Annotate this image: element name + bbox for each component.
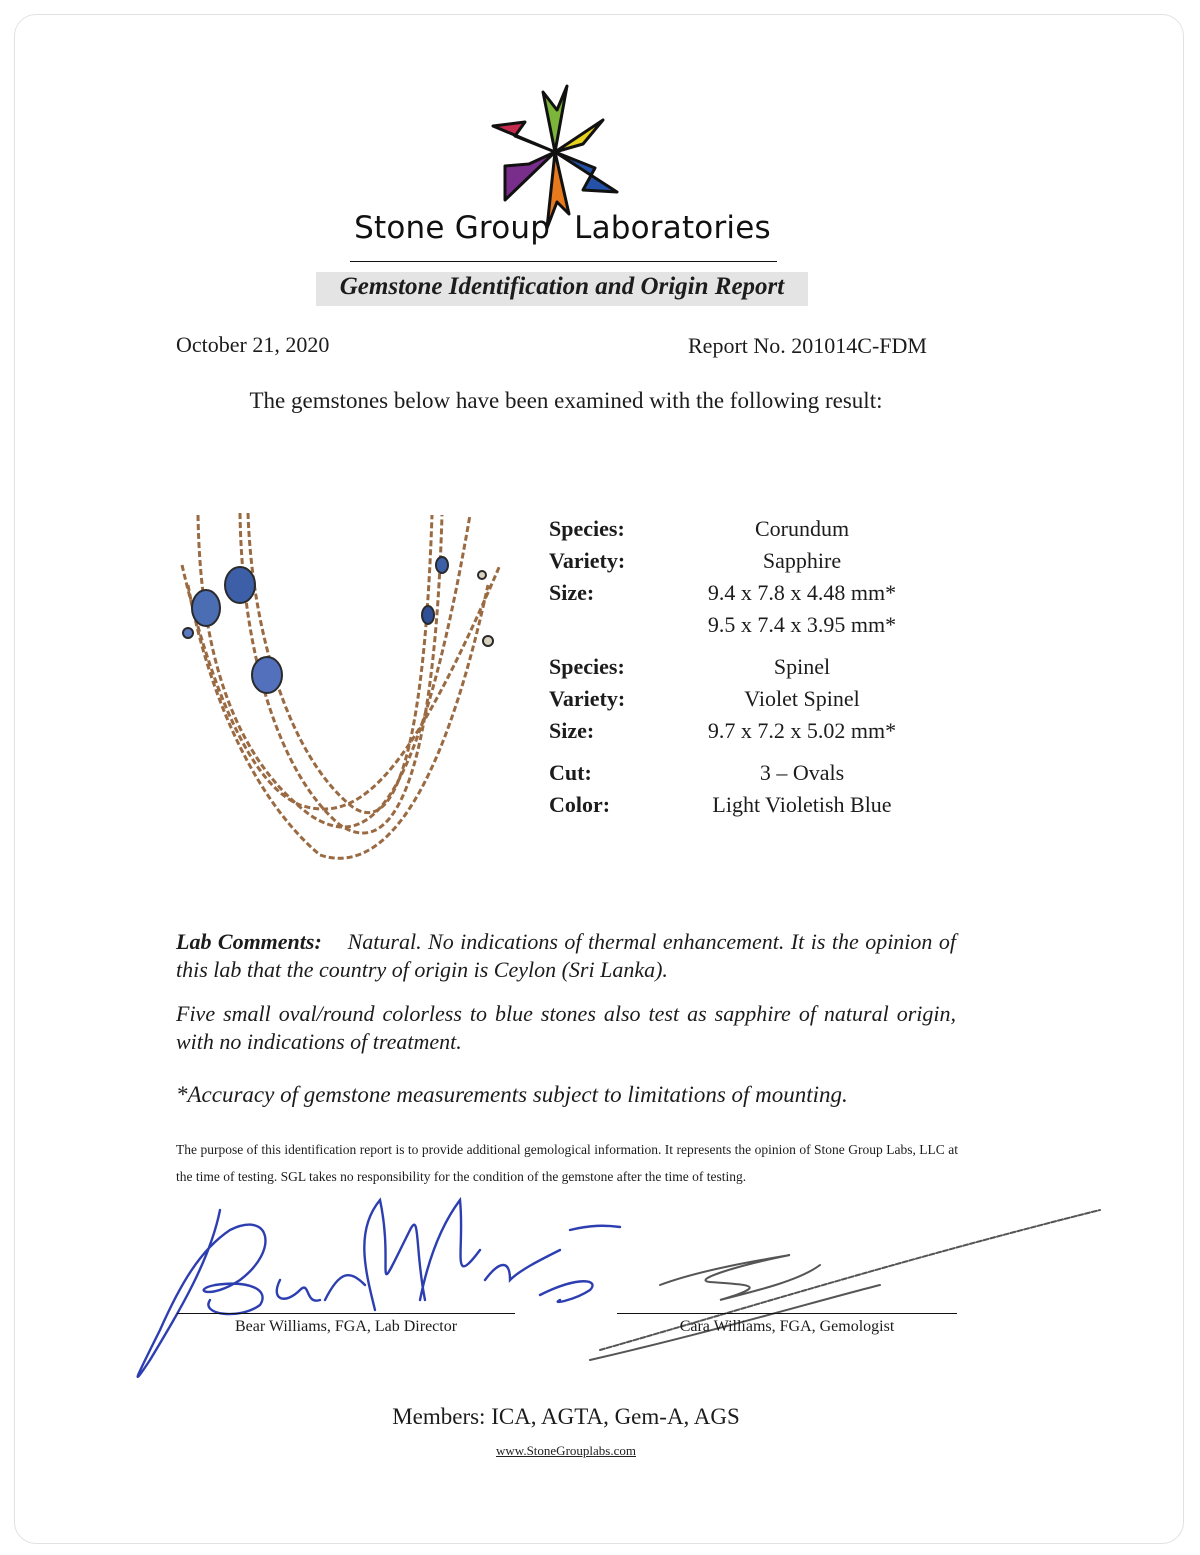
small-stone [422, 606, 434, 624]
brand-rule [350, 261, 777, 262]
property-row [549, 548, 969, 580]
lab-comments-label: Lab Comments: [176, 929, 322, 954]
spinel-stone [252, 657, 282, 693]
logo-petal-blue [555, 152, 617, 192]
signatory-name: Cara Williams, FGA, Gemologist [679, 1318, 895, 1335]
property-row [549, 792, 969, 824]
report-number: Report No. 201014C-FDM [688, 333, 927, 358]
lab-name [0, 210, 1125, 246]
property-value: 9.7 x 7.2 x 5.02 mm* [707, 718, 897, 743]
property-label: Variety: [549, 686, 626, 711]
lab-comments-text: Natural. No indications of thermal enhancement. It is the opinion of this lab that the country of origin is Ceylon (Sri Lanka). [176, 929, 956, 982]
logo-petal-red [493, 122, 555, 152]
signature-cara-williams [590, 1210, 1100, 1360]
report-date: October 21, 2020 [176, 332, 330, 357]
memberships: Members: ICA, AGTA, Gem-A, AGS [392, 1404, 740, 1429]
disclaimer: The purpose of this identification report is to provide additional gemological information. It represents the opinion of Stone Group Labs, LLC at the time of testing. SGL takes no responsibility for the condition of the gemstone after the time of testing. [176, 1142, 958, 1184]
property-value: Corundum [754, 516, 850, 541]
property-row [549, 516, 969, 548]
property-label: Size: [549, 580, 595, 605]
property-value: 9.4 x 7.8 x 4.48 mm* [707, 580, 897, 605]
small-stone [483, 636, 493, 646]
property-row [549, 718, 969, 750]
property-value: Violet Spinel [744, 686, 860, 711]
property-label: Size: [549, 718, 595, 743]
logo-petal-purple [505, 152, 555, 200]
logo-petal-green [543, 86, 567, 152]
property-row [549, 654, 969, 686]
property-value: 9.5 x 7.4 x 3.95 mm* [707, 612, 897, 637]
lab-name-part1: Stone Group [354, 210, 551, 246]
lab-comments [176, 928, 956, 984]
website-link[interactable]: www.StoneGrouplabs.com [496, 1443, 636, 1458]
small-stone [436, 557, 448, 573]
signature-line [177, 1313, 515, 1314]
sapphire-stone [192, 590, 220, 626]
property-value: Spinel [773, 654, 831, 679]
logo-petal-yellow [555, 120, 603, 152]
property-row [549, 686, 969, 718]
signatory-name: Bear Williams, FGA, Lab Director [234, 1318, 458, 1335]
necklace-photo [170, 505, 520, 875]
signature-line [617, 1313, 957, 1314]
property-label: Species: [549, 654, 625, 679]
signatures-graphic [120, 1190, 1120, 1400]
sapphire-stone [225, 567, 255, 603]
property-label: Variety: [549, 548, 626, 573]
lab-name-part2: Laboratories [574, 210, 771, 246]
property-label: Species: [549, 516, 625, 541]
property-row [549, 612, 969, 644]
lab-comments-extra: Five small oval/round colorless to blue stones also test as sapphire of natural origin, with no indications of treatment. [176, 1001, 956, 1054]
report-title: Gemstone Identification and Origin Report [339, 273, 785, 300]
small-stone [478, 571, 486, 579]
property-row [549, 580, 969, 612]
property-label: Cut: [549, 760, 592, 785]
gem-properties [549, 516, 969, 824]
property-value: Light Violetish Blue [712, 792, 892, 817]
property-value: 3 – Ovals [759, 760, 845, 785]
property-label: Color: [549, 792, 611, 817]
property-row [549, 760, 969, 792]
signature-bear-williams [138, 1200, 620, 1377]
small-stone [183, 628, 193, 638]
property-value: Sapphire [762, 548, 842, 573]
intro-text: The gemstones below have been examined with the following result: [249, 388, 883, 413]
accuracy-note: *Accuracy of gemstone measurements subject to limitations of mounting. [176, 1082, 848, 1107]
